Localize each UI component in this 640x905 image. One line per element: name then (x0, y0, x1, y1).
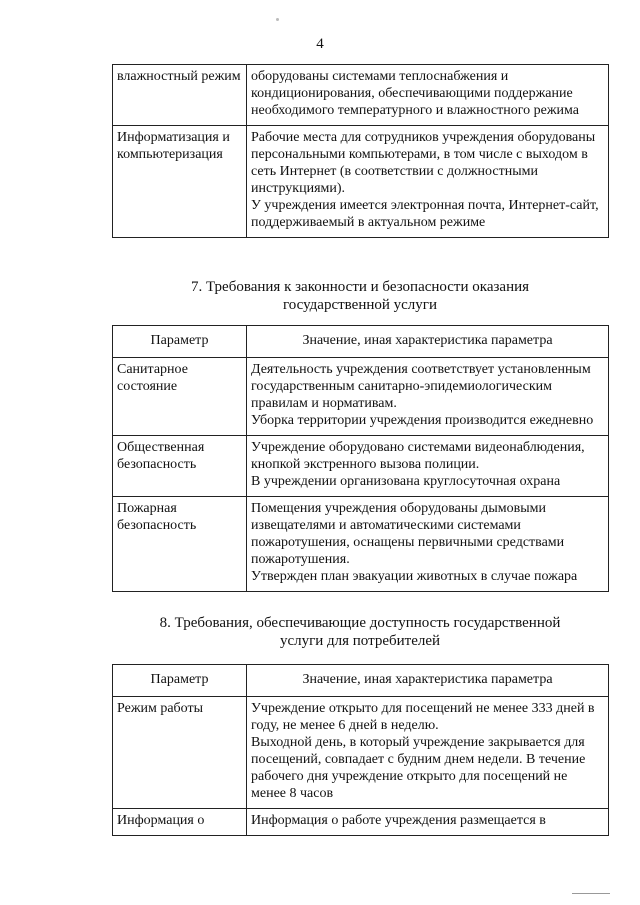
value-cell (247, 358, 609, 436)
value-paragraph: Помещения учреждения оборудованы дымовыми извещателями и автоматическими системами пожаротушения, оснащены первичными средствами пожаротушения. (251, 501, 565, 567)
header-param: Параметр (113, 665, 247, 697)
heading-line: государственной услуги (283, 297, 437, 313)
heading-line: 7. Требования к законности и безопасности оказания (190, 279, 530, 295)
header-value: Значение, иная характеристика параметра (247, 326, 609, 358)
table-header-row (113, 326, 609, 358)
param-cell: Санитарное состояние (113, 358, 247, 436)
accessibility-table (112, 664, 609, 836)
param-cell: Пожарная безопасность (113, 497, 247, 592)
value-paragraph: Деятельность учреждения соответствует установленным государственным санитарно-эпидемиологическим правилам и нормативам. (251, 362, 591, 411)
table-row (113, 65, 609, 126)
param-cell: влажностный режим (113, 65, 247, 126)
footer-line (572, 893, 610, 894)
table-row (113, 697, 609, 809)
table-header-row (113, 665, 609, 697)
value-cell (247, 697, 609, 809)
value-cell (247, 497, 609, 592)
table-row (113, 497, 609, 592)
param-cell: Информатизация и компьютеризация (113, 126, 247, 238)
value-cell (247, 65, 609, 126)
table-row (113, 358, 609, 436)
value-paragraph: Выходной день, в который учреждение закрывается для посещений, совпадает с будним днем недели. В течение рабочего дня учреждение открыто для посещений не менее 8 часов (251, 735, 586, 801)
value-paragraph: В учреждении организована круглосуточная охрана (251, 474, 561, 489)
value-paragraph: Рабочие места для сотрудников учреждения оборудованы персональными компьютерами, в том числе с выходом в сеть Интернет (в соответствии с должностными инструкциями). (251, 130, 596, 196)
facilities-table (112, 64, 609, 238)
value-cell (247, 809, 609, 836)
value-paragraph: Учреждение открыто для посещений не менее 333 дней в году, не менее 6 дней в неделю. (251, 701, 595, 733)
value-paragraph: У учреждения имеется электронная почта, Интернет-сайт, поддерживаемый в актуальном режиме (251, 198, 599, 230)
value-paragraph: оборудованы системами теплоснабжения и кондиционирования, обеспечивающими поддержание необходимого температурного и влажностного режима (251, 69, 580, 118)
value-paragraph: Информация о работе учреждения размещается в (251, 813, 546, 828)
heading-line: услуги для потребителей (279, 633, 441, 649)
table-row (113, 809, 609, 836)
value-paragraph: Уборка территории учреждения производится ежедневно (251, 413, 594, 428)
header-param: Параметр (113, 326, 247, 358)
value-cell (247, 126, 609, 238)
table-row (113, 436, 609, 497)
value-paragraph: Учреждение оборудовано системами видеонаблюдения, кнопкой экстренного вызова полиции. (251, 440, 585, 472)
param-cell: Режим работы (113, 697, 247, 809)
section-7-heading (130, 278, 590, 314)
header-value: Значение, иная характеристика параметра (247, 665, 609, 697)
param-cell: Информация о (113, 809, 247, 836)
heading-line: 8. Требования, обеспечивающие доступность государственной (159, 615, 561, 631)
value-paragraph: Утвержден план эвакуации животных в случае пожара (251, 569, 578, 584)
table-row (113, 126, 609, 238)
scan-mark (276, 18, 279, 21)
section-8-heading (130, 614, 590, 650)
value-cell (247, 436, 609, 497)
safety-table (112, 325, 609, 592)
param-cell: Общественная безопасность (113, 436, 247, 497)
page-number: 4 (316, 36, 324, 52)
